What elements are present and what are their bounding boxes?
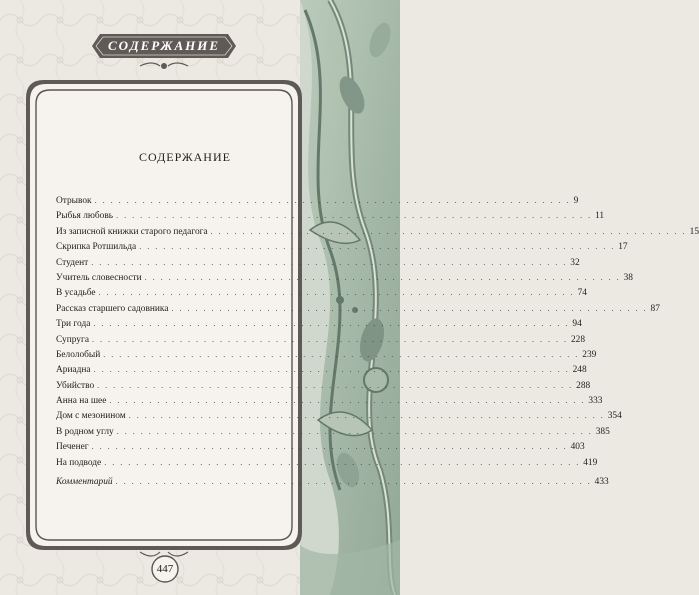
toc-entry bbox=[56, 285, 587, 300]
table-of-contents bbox=[56, 193, 699, 489]
toc-entry-title: На подводе bbox=[56, 457, 102, 468]
toc-entry bbox=[56, 193, 579, 208]
toc-leader-dots: . . . . . . . . . . . . . . . . . . . . . . . . . . . . . . . . . . . . . . . . . . . . . . . . . . . . . . . . . . . . bbox=[144, 272, 621, 282]
toc-leader-dots: . . . . . . . . . . . . . . . . . . . . . . . . . . . . . . . . . . . . . . . . . . . . . . . . . . . . . . . . . . . . bbox=[128, 411, 605, 421]
toc-leader-dots: . . . . . . . . . . . . . . . . . . . . . . . . . . . . . . . . . . . . . . . . . . . . . . . . . . . . . . . . . . . . bbox=[116, 211, 593, 221]
toc-entry bbox=[56, 301, 660, 316]
toc-entry-page: 248 bbox=[572, 365, 587, 376]
toc-leader-dots: . . . . . . . . . . . . . . . . . . . . . . . . . . . . . . . . . . . . . . . . . . . . . . . . . . . . . . . . . . . . bbox=[115, 477, 592, 487]
toc-entry-title: Комментарий bbox=[56, 477, 113, 488]
toc-entry-page: 74 bbox=[577, 288, 587, 299]
toc-entry bbox=[56, 332, 586, 347]
toc-leader-dots: . . . . . . . . . . . . . . . . . . . . . . . . . . . . . . . . . . . . . . . . . . . . . . . . . . . . . . . . . . . . bbox=[93, 365, 570, 375]
page-number: 447 bbox=[156, 563, 174, 575]
toc-entry bbox=[56, 316, 582, 331]
toc-entry-page: 15 bbox=[689, 226, 699, 237]
toc-entry bbox=[56, 378, 591, 393]
toc-leader-dots: . . . . . . . . . . . . . . . . . . . . . . . . . . . . . . . . . . . . . . . . . . . . . . . . . . . . . . . . . . . . bbox=[93, 319, 570, 329]
toc-leader-dots: . . . . . . . . . . . . . . . . . . . . . . . . . . . . . . . . . . . . . . . . . . . . . . . . . . . . . . . . . . . . bbox=[139, 242, 616, 252]
toc-leader-dots: . . . . . . . . . . . . . . . . . . . . . . . . . . . . . . . . . . . . . . . . . . . . . . . . . . . . . . . . . . . . bbox=[171, 303, 648, 313]
toc-entry-page: 354 bbox=[607, 411, 622, 422]
toc-entry bbox=[56, 255, 580, 270]
toc-entry-page: 333 bbox=[588, 396, 603, 407]
toc-leader-dots: . . . . . . . . . . . . . . . . . . . . . . . . . . . . . . . . . . . . . . . . . . . . . . . . . . . . . . . . . . . . bbox=[104, 457, 581, 467]
toc-entry-title: Учитель словесности bbox=[56, 272, 142, 283]
toc-entry-title: Рыбья любовь bbox=[56, 211, 114, 222]
toc-leader-dots: . . . . . . . . . . . . . . . . . . . . . . . . . . . . . . . . . . . . . . . . . . . . . . . . . . . . . . . . . . . . bbox=[97, 380, 574, 390]
toc-entry-title: Скрипка Ротшильда bbox=[56, 242, 137, 253]
contents-title: СОДЕРЖАНИЕ bbox=[139, 150, 231, 164]
toc-entry-page: 419 bbox=[583, 457, 598, 468]
toc-entry-page: 32 bbox=[570, 257, 580, 268]
toc-entry-page: 87 bbox=[650, 303, 660, 314]
toc-entry bbox=[56, 393, 603, 408]
toc-entry-page: 288 bbox=[576, 380, 591, 391]
toc-entry bbox=[56, 424, 610, 439]
toc-entry bbox=[56, 239, 628, 254]
toc-leader-dots: . . . . . . . . . . . . . . . . . . . . . . . . . . . . . . . . . . . . . . . . . . . . . . . . . . . . . . . . . . . . bbox=[91, 257, 568, 267]
toc-entry-title: Супруга bbox=[56, 334, 89, 345]
toc-entry-title: Анна на шее bbox=[56, 396, 107, 407]
toc-entry-page: 17 bbox=[618, 242, 628, 253]
toc-entry-page: 11 bbox=[595, 211, 605, 222]
toc-entry bbox=[56, 474, 609, 489]
toc-leader-dots: . . . . . . . . . . . . . . . . . . . . . . . . . . . . . . . . . . . . . . . . . . . . . . . . . . . . . . . . . . . . bbox=[91, 334, 568, 344]
toc-entry bbox=[56, 270, 633, 285]
toc-leader-dots: . . . . . . . . . . . . . . . . . . . . . . . . . . . . . . . . . . . . . . . . . . . . . . . . . . . . . . . . . . . . bbox=[109, 396, 586, 406]
header-banner bbox=[95, 34, 233, 58]
toc-entry-page: 9 bbox=[573, 196, 579, 206]
toc-entry-page: 228 bbox=[570, 334, 586, 345]
toc-leader-dots: . . . . . . . . . . . . . . . . . . . . . . . . . . . . . . . . . . . . . . . . . . . . . . . . . . . . . . . . . . . . bbox=[94, 196, 571, 205]
toc-entry bbox=[56, 408, 622, 423]
toc-entry-title: Белолобый bbox=[56, 349, 101, 360]
toc-leader-dots: . . . . . . . . . . . . . . . . . . . . . . . . . . . . . . . . . . . . . . . . . . . . . . . . . . . . . . . . . . . . bbox=[210, 226, 687, 236]
toc-entry bbox=[56, 208, 605, 223]
toc-entry-title: В усадьбе bbox=[56, 288, 96, 299]
toc-entry-title: Отрывок bbox=[56, 196, 92, 206]
toc-leader-dots: . . . . . . . . . . . . . . . . . . . . . . . . . . . . . . . . . . . . . . . . . . . . . . . . . . . . . . . . . . . . bbox=[103, 349, 580, 359]
toc-entry bbox=[56, 439, 585, 454]
toc-entry-title: В родном углу bbox=[56, 426, 114, 437]
toc-entry-title: Рассказ старшего садовника bbox=[56, 303, 169, 314]
toc-entry-page: 94 bbox=[572, 319, 582, 330]
toc-entry-title: Ариадна bbox=[56, 365, 91, 376]
toc-entry bbox=[56, 362, 587, 377]
toc-entry-title: Печенег bbox=[56, 442, 89, 453]
toc-entry-title: Три года bbox=[56, 319, 91, 330]
toc-entry-title: Убийство bbox=[56, 380, 95, 391]
toc-leader-dots: . . . . . . . . . . . . . . . . . . . . . . . . . . . . . . . . . . . . . . . . . . . . . . . . . . . . . . . . . . . . bbox=[98, 288, 575, 298]
toc-entry-title: Дом с мезонином bbox=[56, 411, 126, 422]
toc-leader-dots: . . . . . . . . . . . . . . . . . . . . . . . . . . . . . . . . . . . . . . . . . . . . . . . . . . . . . . . . . . . . bbox=[116, 426, 593, 436]
toc-entry-page: 385 bbox=[595, 426, 610, 437]
toc-entry-page: 38 bbox=[623, 272, 633, 283]
toc-entry-page: 433 bbox=[594, 477, 609, 488]
toc-entry-title: Студент bbox=[56, 257, 89, 268]
toc-entry-page: 403 bbox=[570, 442, 585, 453]
header-banner-text: СОДЕРЖАНИЕ bbox=[107, 38, 221, 53]
toc-entry-page: 239 bbox=[582, 349, 597, 360]
toc-entry bbox=[56, 347, 597, 362]
toc-entry-title: Из записной книжки старого педагога bbox=[56, 226, 208, 237]
toc-entry bbox=[56, 224, 699, 239]
toc-entry bbox=[56, 455, 598, 470]
toc-leader-dots: . . . . . . . . . . . . . . . . . . . . . . . . . . . . . . . . . . . . . . . . . . . . . . . . . . . . . . . . . . . . bbox=[91, 442, 568, 452]
